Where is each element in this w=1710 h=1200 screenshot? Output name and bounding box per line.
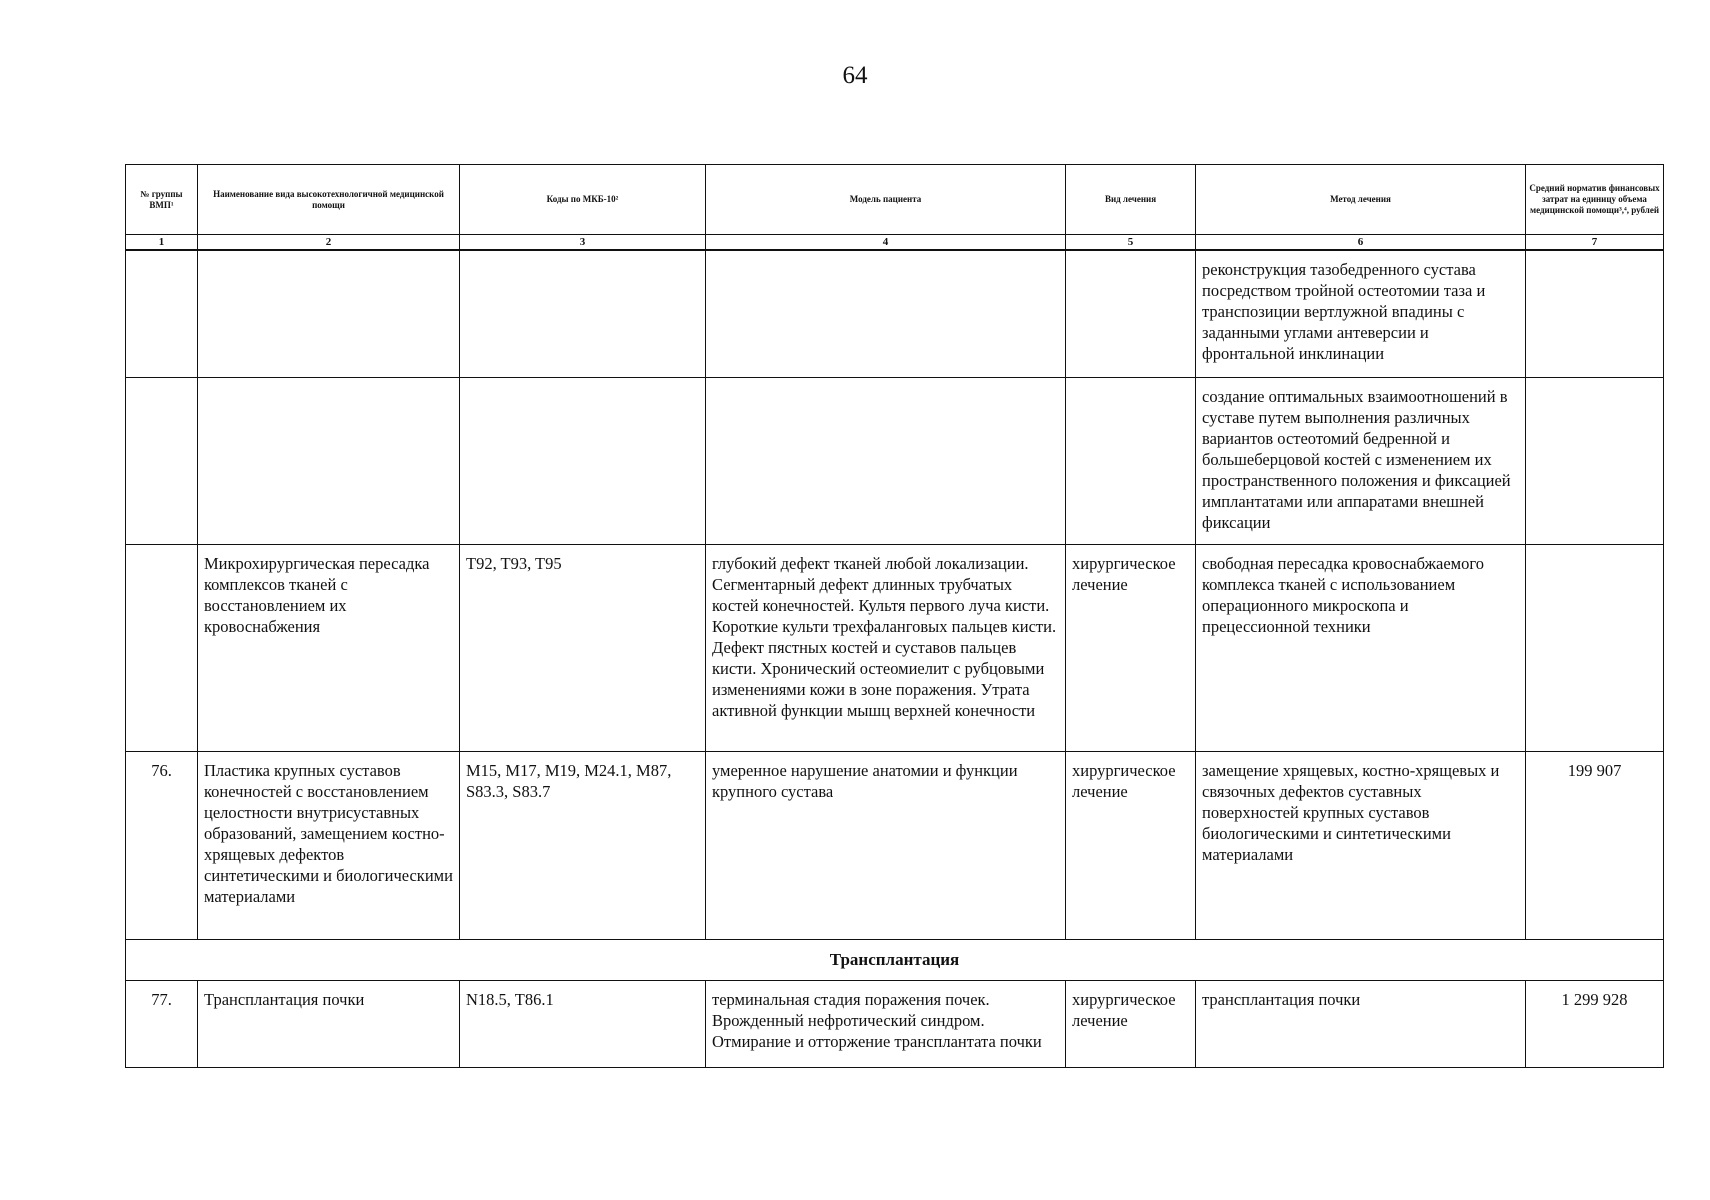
section-row <box>126 939 1664 980</box>
cell-codes: M15, M17, M19, M24.1, M87, S83.3, S83.7 <box>460 751 706 939</box>
header-cost: Средний норматив финансовых затрат на единицу объема медицинской помощи³,⁴, рублей <box>1526 165 1664 235</box>
cell-method: создание оптимальных взаимоотношений в суставе путем выполнения различных вариантов остеотомий бедренной и большеберцовой костей с изменением их пространственного положения и фиксацией имплантатами или аппаратами внешней фиксации <box>1196 377 1526 544</box>
cell-method: трансплантация почки <box>1196 980 1526 1067</box>
cell-method: замещение хрящевых, костно-хрящевых и связочных дефектов суставных поверхностей крупных суставов биологическими и синтетическими материалами <box>1196 751 1526 939</box>
cell-model <box>706 377 1066 544</box>
cell-name <box>198 377 460 544</box>
cell-name: Трансплантация почки <box>198 980 460 1067</box>
cell-treatment: хирургическое лечение <box>1066 544 1196 751</box>
cell-codes: T92, T93, T95 <box>460 544 706 751</box>
treatment-table <box>125 164 1664 1068</box>
column-number: 5 <box>1066 235 1196 251</box>
page-number: 64 <box>842 62 868 89</box>
cell-codes <box>460 377 706 544</box>
section-title: Трансплантация <box>126 939 1664 980</box>
column-number: 7 <box>1526 235 1664 251</box>
header-model: Модель пациента <box>706 165 1066 235</box>
header-codes: Коды по МКБ-10² <box>460 165 706 235</box>
table-row <box>126 377 1664 544</box>
cell-group: 76. <box>126 751 198 939</box>
header-group: № группы ВМП¹ <box>126 165 198 235</box>
cell-treatment: хирургическое лечение <box>1066 751 1196 939</box>
column-number: 2 <box>198 235 460 251</box>
column-number: 3 <box>460 235 706 251</box>
header-treatment: Вид лечения <box>1066 165 1196 235</box>
cell-group <box>126 377 198 544</box>
cell-name: Микрохирургическая пересадка комплексов тканей с восстановлением их кровоснабжения <box>198 544 460 751</box>
cell-cost: 1 299 928 <box>1526 980 1664 1067</box>
cell-cost <box>1526 250 1664 377</box>
column-number-row <box>126 235 1664 251</box>
cell-group: 77. <box>126 980 198 1067</box>
cell-name <box>198 250 460 377</box>
cell-cost: 199 907 <box>1526 751 1664 939</box>
cell-cost <box>1526 377 1664 544</box>
table-row <box>126 980 1664 1067</box>
cell-treatment <box>1066 250 1196 377</box>
cell-method: свободная пересадка кровоснабжаемого комплекса тканей с использованием операционного микроскопа и прецессионной техники <box>1196 544 1526 751</box>
cell-group <box>126 544 198 751</box>
column-number: 1 <box>126 235 198 251</box>
table-row <box>126 751 1664 939</box>
column-number: 4 <box>706 235 1066 251</box>
table-row <box>126 544 1664 751</box>
header-method: Метод лечения <box>1196 165 1526 235</box>
cell-group <box>126 250 198 377</box>
cell-treatment <box>1066 377 1196 544</box>
cell-codes <box>460 250 706 377</box>
header-name: Наименование вида высокотехнологичной медицинской помощи <box>198 165 460 235</box>
table-row <box>126 250 1664 377</box>
cell-name: Пластика крупных суставов конечностей с восстановлением целостности внутрисуставных образований, замещением костно-хрящевых дефектов синтетическими и биологическими материалами <box>198 751 460 939</box>
cell-method: реконструкция тазобедренного сустава посредством тройной остеотомии таза и транспозиции вертлужной впадины с заданными углами антеверсии и фронтальной инклинации <box>1196 250 1526 377</box>
cell-treatment: хирургическое лечение <box>1066 980 1196 1067</box>
cell-model: глубокий дефект тканей любой локализации. Сегментарный дефект длинных трубчатых костей конечностей. Культя первого луча кисти. Короткие культи трехфаланговых пальцев кисти. Дефект пястных костей и суставов пальцев кисти. Хронический остеомиелит с рубцовыми изменениями кожи в зоне поражения. Утрата активной функции мышц верхней конечности <box>706 544 1066 751</box>
column-number: 6 <box>1196 235 1526 251</box>
cell-codes: N18.5, T86.1 <box>460 980 706 1067</box>
cell-model: терминальная стадия поражения почек. Врожденный нефротический синдром. Отмирание и отторжение трансплантата почки <box>706 980 1066 1067</box>
cell-model <box>706 250 1066 377</box>
cell-cost <box>1526 544 1664 751</box>
cell-model: умеренное нарушение анатомии и функции крупного сустава <box>706 751 1066 939</box>
header-row <box>126 165 1664 235</box>
